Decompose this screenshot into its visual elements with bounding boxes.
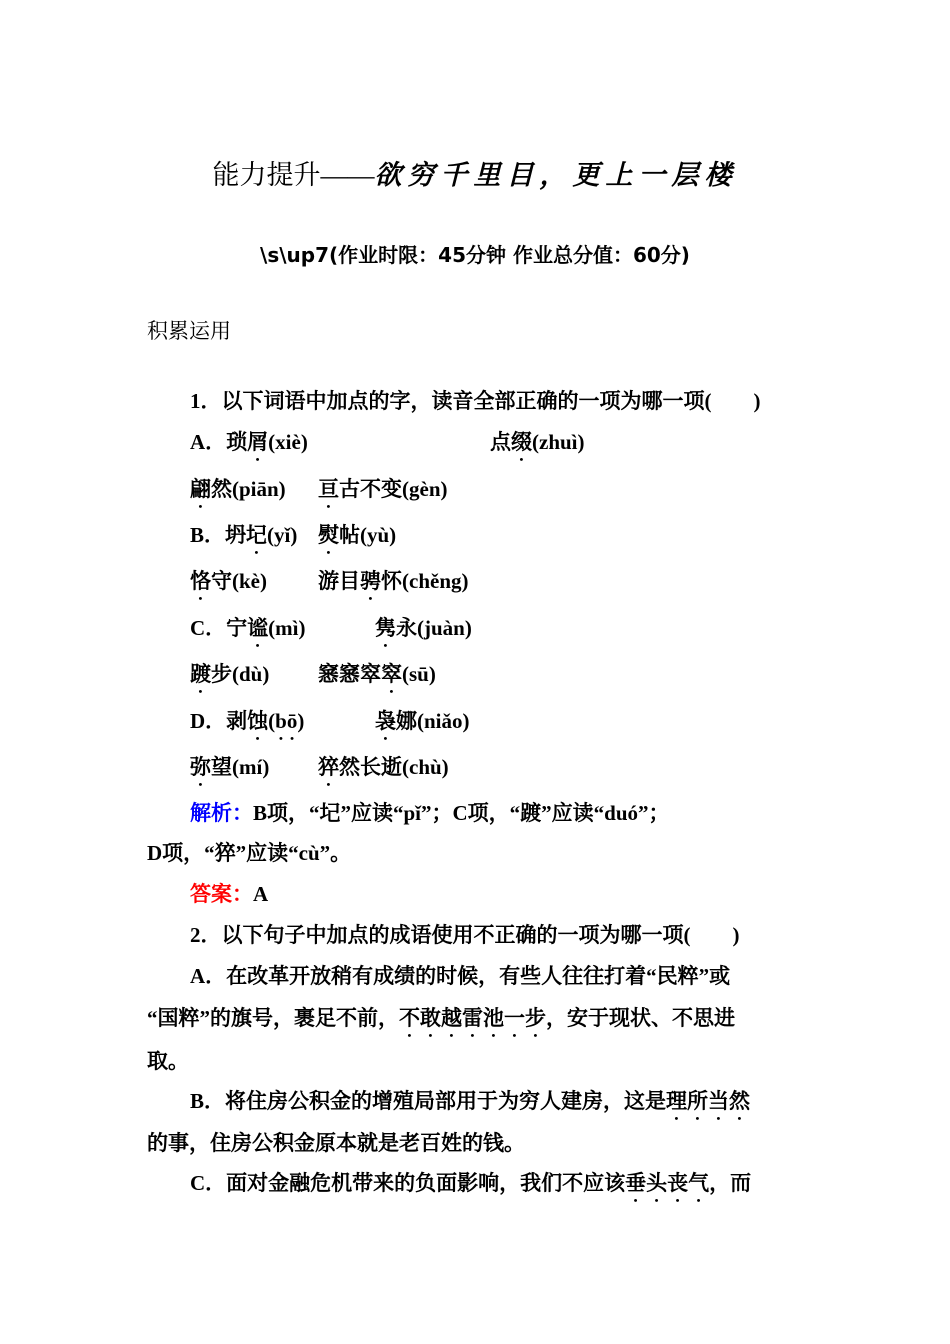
dotted-idiom: 垂头丧气	[625, 1171, 710, 1195]
q1-option-c-word1: C．宁谧(mì)	[190, 616, 306, 640]
q2-option-a-line2: “国粹”的旗号，裹足不前，不敢越雷池一步，安于现状、不思进	[147, 1006, 735, 1030]
q1-option-c-word2: 隽永(juàn)	[375, 616, 472, 640]
dotted-idiom: 理所当然	[666, 1089, 751, 1113]
dotted-char: 缀	[511, 430, 532, 454]
dotted-char: 圮	[246, 523, 268, 547]
dotted-char: 屑	[247, 430, 269, 454]
dotted-char: 隽	[375, 616, 396, 640]
q2-option-b-line2: 的事，住房公积金原本就是老百姓的钱。	[147, 1131, 525, 1155]
q2-option-a-line1: A．在改革开放稍有成绩的时候，有些人往往打着“民粹”或	[190, 964, 731, 988]
q1-stem: 1．以下词语中加点的字，读音全部正确的一项为哪一项( )	[190, 389, 761, 413]
dotted-char: 猝	[318, 755, 339, 779]
dotted-char: 亘	[318, 477, 339, 501]
dotted-char: 踱	[190, 662, 211, 686]
dotted-idiom: 不敢越雷池一步	[399, 1006, 546, 1030]
dotted-char: 熨	[318, 523, 339, 547]
assignment-info: \s\up7(作业时限：45分钟 作业总分值：60分)	[260, 243, 690, 267]
dotted-char: 弥	[190, 755, 211, 779]
q1-option-d-word4: 猝然长逝(chù)	[318, 755, 449, 779]
dotted-char: 骋	[360, 569, 381, 593]
dotted-char: 蚀(bō)	[247, 709, 305, 733]
q1-answer: 答案：A	[190, 882, 269, 906]
q1-option-c-word3: 踱步(dù)	[190, 662, 270, 686]
section-heading: 积累运用	[147, 319, 231, 343]
dotted-char: 翩	[190, 477, 211, 501]
analysis-label: 解析：	[190, 801, 253, 825]
q2-option-b-line1: B．将住房公积金的增殖局部用于为穷人建房，这是理所当然	[190, 1089, 751, 1113]
page-title	[0, 158, 950, 192]
dotted-char: 袅	[375, 709, 396, 733]
q1-option-d-word1: D．剥蚀(bō)	[190, 709, 305, 733]
q2-option-c-line1: C．面对金融危机带来的负面影响，我们不应该垂头丧气，而	[190, 1171, 752, 1195]
q1-analysis-cont: D项，“猝”应读“cù”。	[147, 841, 352, 865]
dotted-char: 窣	[381, 662, 402, 686]
q2-stem: 2．以下句子中加点的成语使用不正确的一项为哪一项( )	[190, 923, 740, 947]
title-main: 能力提升——	[212, 160, 375, 190]
q1-analysis: 解析：B项，“圮”应读“pǐ”；C项，“踱”应读“duó”；	[190, 801, 670, 825]
q1-option-b-word4: 游目骋怀(chěng)	[318, 569, 469, 593]
q1-option-d-word3: 弥望(mí)	[190, 755, 270, 779]
q1-option-b-word2: 熨帖(yù)	[318, 523, 397, 547]
q1-option-a-word4: 亘古不变(gèn)	[318, 477, 448, 501]
q1-option-b-word3: 恪守(kè)	[190, 569, 267, 593]
title-poem: 欲穷千里目，更上一层楼	[374, 160, 738, 190]
q1-option-c-word4: 窸窸窣窣(sū)	[318, 662, 436, 686]
dotted-char: 谧	[247, 616, 269, 640]
q1-option-a-word2: 点缀(zhuì)	[490, 430, 585, 454]
q1-option-d-word2: 袅娜(niǎo)	[375, 709, 470, 733]
q2-option-a-line3: 取。	[147, 1049, 189, 1073]
dotted-char: 恪	[190, 569, 211, 593]
q1-option-a-word3: 翩然(piān)	[190, 477, 286, 501]
answer-label: 答案：	[190, 882, 253, 906]
q1-option-a-line1: A．琐屑(xiè)	[190, 430, 308, 454]
q1-option-b-word1: B．坍圮(yǐ)	[190, 523, 298, 547]
